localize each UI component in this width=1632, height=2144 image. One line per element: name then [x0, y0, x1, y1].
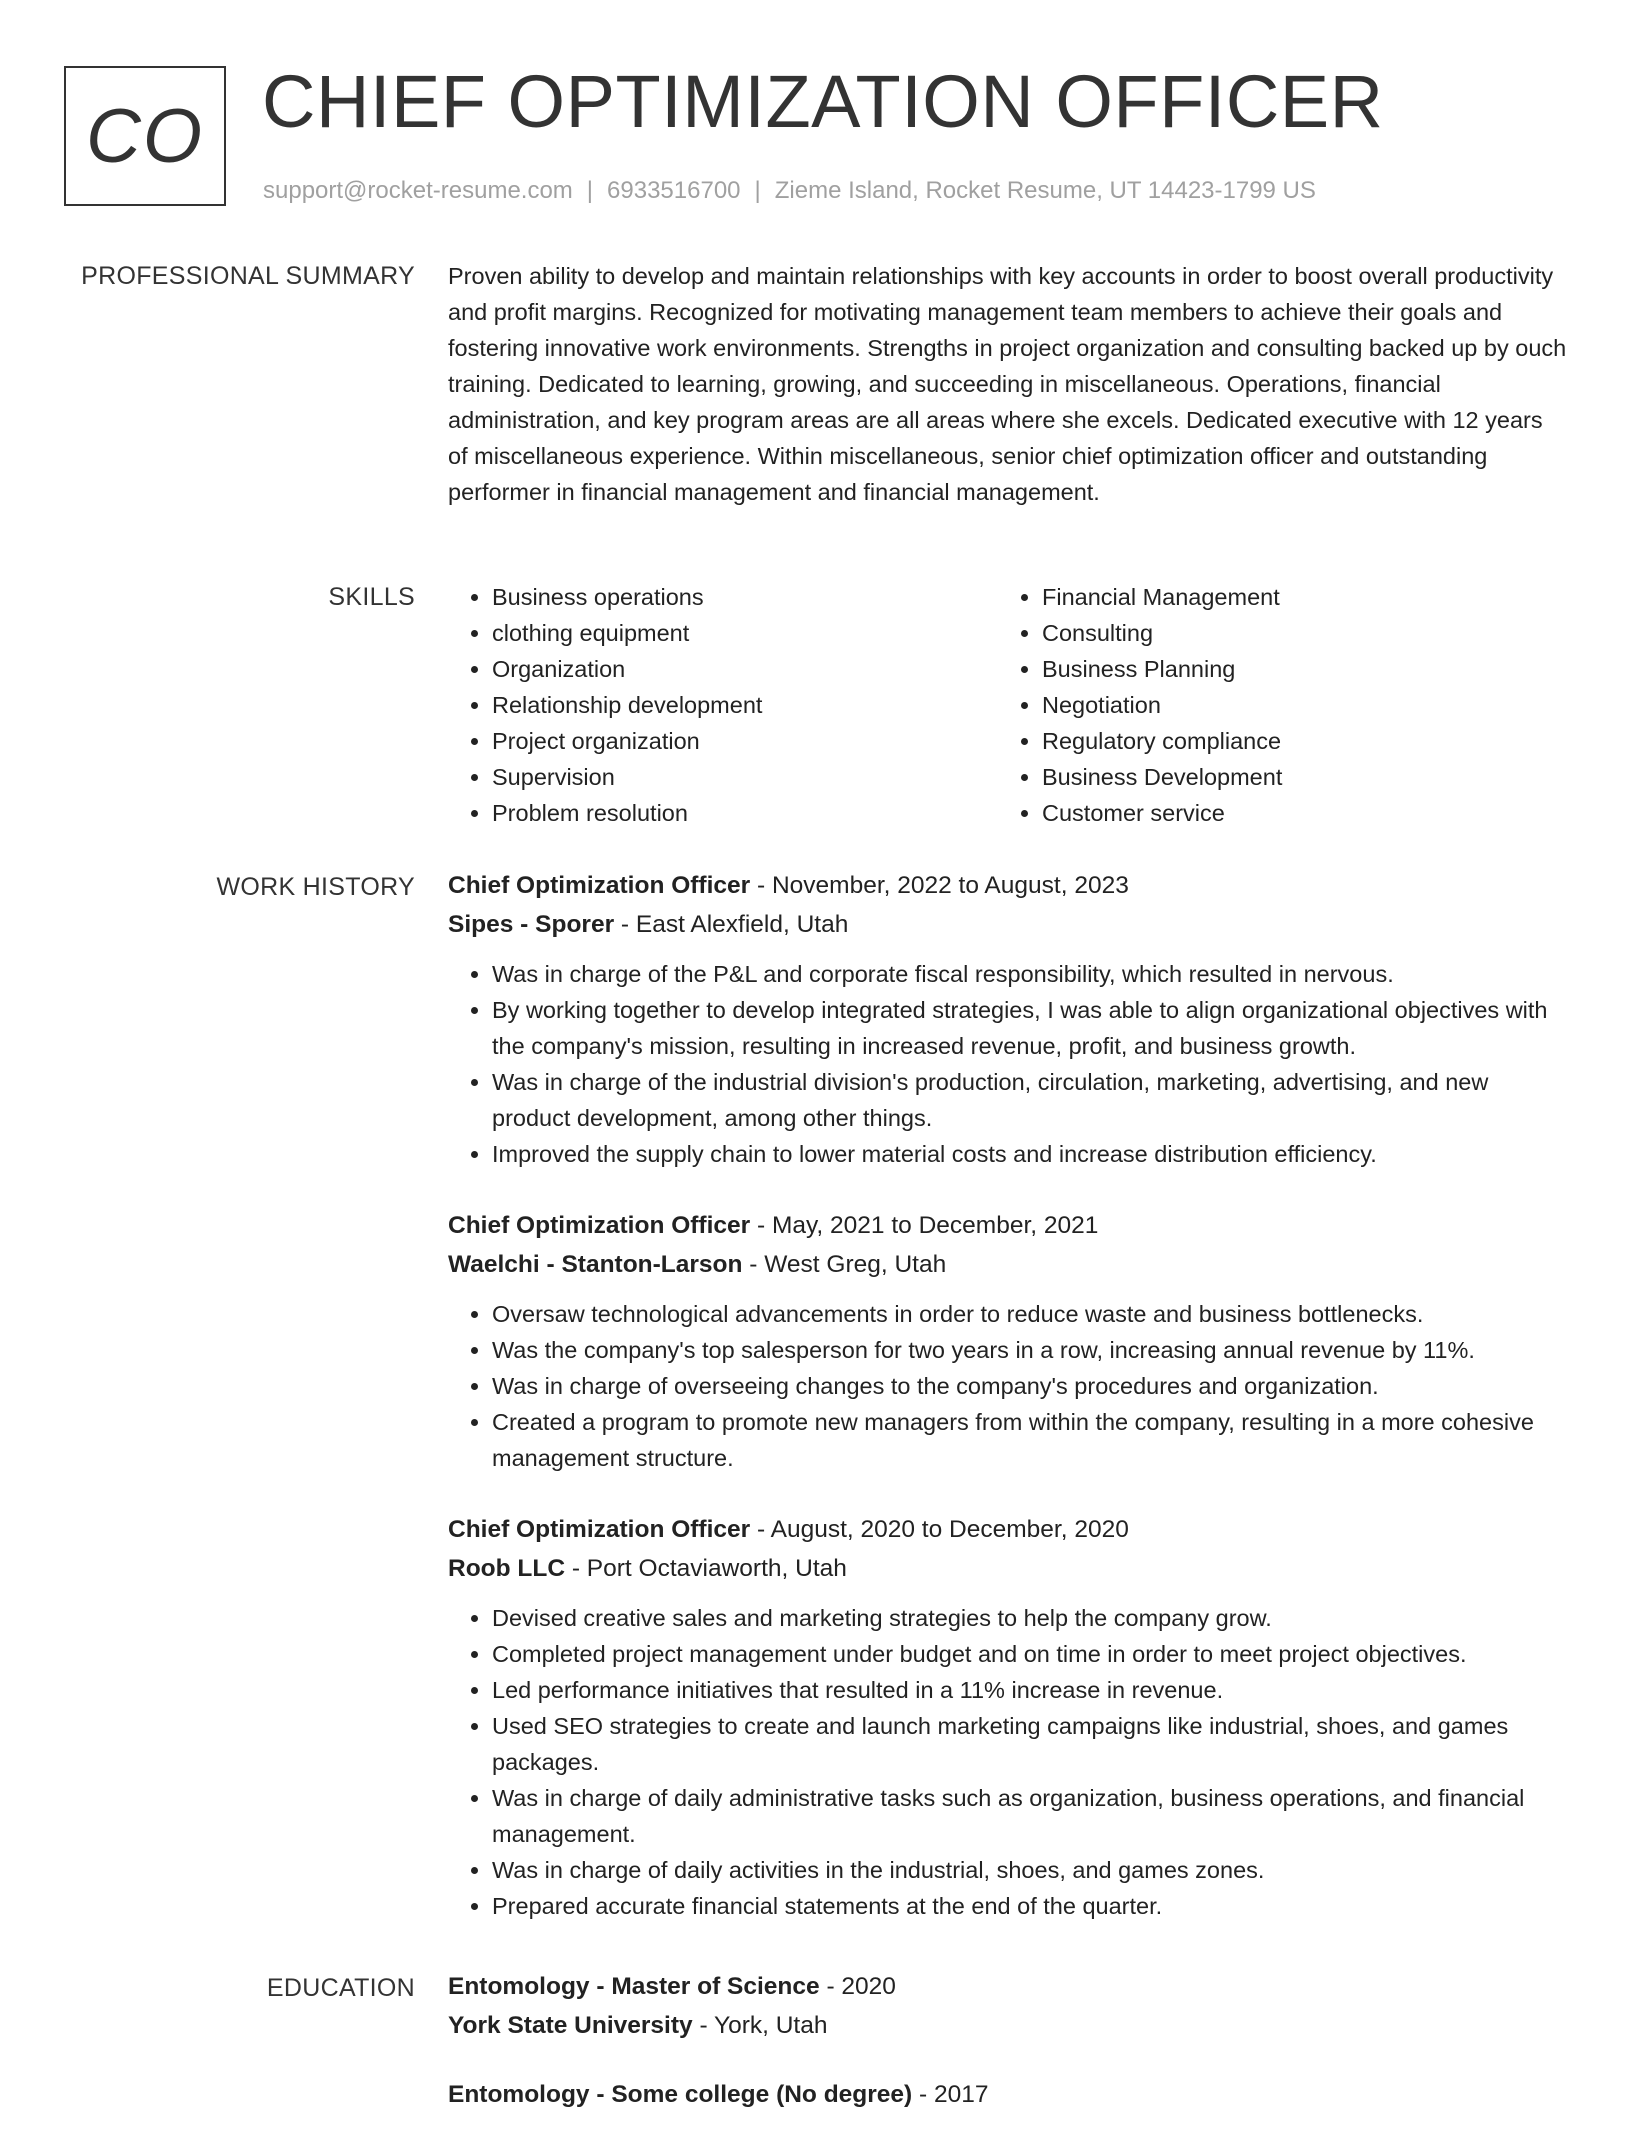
job-entry [448, 1206, 1568, 1476]
education-entry [448, 2075, 1568, 2114]
job-bullet: • Was the company's top salesperson for two years in a row, increasing annual revenue by 11%. [492, 1332, 1568, 1368]
skill-item: • Supervision [492, 759, 998, 795]
job-bullet: • Was in charge of daily activities in the industrial, shoes, and games zones. [492, 1852, 1568, 1888]
job-company: Sipes - Sporer [448, 911, 615, 938]
skill-item: • Business operations [492, 579, 998, 615]
job-title-line [448, 1206, 1568, 1245]
education-degree-line [448, 1967, 1568, 2006]
skill-item: • Business Planning [1042, 651, 1548, 687]
skill-item: • Consulting [1042, 615, 1548, 651]
skill-item: • Negotiation [1042, 687, 1548, 723]
summary-heading: PROFESSIONAL SUMMARY [81, 262, 415, 290]
job-bullet: • Was in charge of the industrial division's production, circulation, marketing, advertising, and new product development, among other things. [492, 1064, 1568, 1136]
job-bullet: • Improved the supply chain to lower material costs and increase distribution efficiency. [492, 1136, 1568, 1172]
job-bullet: • Devised creative sales and marketing strategies to help the company grow. [492, 1600, 1568, 1636]
education-year: - 2017 [912, 2081, 989, 2108]
job-dates: - May, 2021 to December, 2021 [750, 1212, 1099, 1239]
job-bullet: • Prepared accurate financial statements at the end of the quarter. [492, 1888, 1568, 1924]
education-body [448, 1967, 1568, 2144]
education-school-line [448, 2006, 1568, 2045]
job-location: - East Alexfield, Utah [614, 911, 849, 938]
job-bullet: • By working together to develop integrated strategies, I was able to align organizational objectives with the company's mission, resulting in increased revenue, profit, and business growth. [492, 992, 1568, 1064]
education-heading: EDUCATION [266, 1974, 415, 2002]
job-company: Waelchi - Stanton-Larson [448, 1251, 743, 1278]
contact-separator: | [754, 177, 761, 204]
job-location: - West Greg, Utah [742, 1251, 947, 1278]
skills-body [448, 579, 1568, 831]
job-title: Chief Optimization Officer [448, 872, 751, 899]
skill-item: • Regulatory compliance [1042, 723, 1548, 759]
contact-separator: | [586, 177, 594, 204]
education-entry [448, 1967, 1568, 2045]
skill-item: • Financial Management [1042, 579, 1548, 615]
job-dates: - August, 2020 to December, 2020 [750, 1516, 1129, 1543]
job-bullet: • Created a program to promote new managers from within the company, resulting in a more cohesive management structure. [492, 1404, 1568, 1476]
skill-item: • Organization [492, 651, 998, 687]
skills-list-right [998, 579, 1548, 831]
summary-text: Proven ability to develop and maintain relationships with key accounts in order to boost overall productivity and profit margins. Recognized for motivating management team members to achieve their goals and fostering innovative work environments. Strengths in project organization and consulting backed up by ouch training. Dedicated to learning, growing, and succeeding in miscellaneous. Operations, financial administration, and key program areas are all areas where she excels. Dedicated executive with 12 years of miscellaneous experience. Within miscellaneous, senior chief optimization officer and outstanding performer in financial management and financial management. [448, 263, 1567, 505]
education-degree-line [448, 2075, 1568, 2114]
education-year: - 2020 [819, 1973, 896, 2000]
job-bullet: • Used SEO strategies to create and launch marketing campaigns like industrial, shoes, and games packages. [492, 1708, 1568, 1780]
job-title-line [448, 1510, 1568, 1549]
contact-email[interactable]: support@rocket-resume.com [263, 177, 573, 204]
skills-heading: SKILLS [328, 583, 415, 611]
skill-item: • Relationship development [492, 687, 998, 723]
monogram-badge: CO [64, 66, 226, 206]
job-bullet: • Was in charge of overseeing changes to the company's procedures and organization. [492, 1368, 1568, 1404]
job-dates: - November, 2022 to August, 2023 [750, 872, 1129, 899]
contact-phone[interactable]: 6933516700 [607, 177, 741, 204]
work-heading: WORK HISTORY [216, 873, 415, 901]
resume-title: CHIEF OPTIMIZATION OFFICER [262, 60, 1384, 143]
job-bullet: • Oversaw technological advancements in order to reduce waste and business bottlenecks. [492, 1296, 1568, 1332]
contact-line [263, 176, 1316, 206]
job-location: - Port Octaviaworth, Utah [565, 1555, 847, 1582]
job-company-line [448, 905, 1568, 944]
job-bullets [448, 1296, 1568, 1476]
education-degree: Entomology - Some college (No degree) [448, 2081, 913, 2108]
job-bullets [448, 1600, 1568, 1924]
contact-address: Zieme Island, Rocket Resume, UT 14423-1799 US [774, 177, 1316, 204]
job-company-line [448, 1245, 1568, 1284]
work-body [448, 866, 1568, 1958]
skill-item: • Problem resolution [492, 795, 998, 831]
job-bullet: • Led performance initiatives that resulted in a 11% increase in revenue. [492, 1672, 1568, 1708]
skill-item: • Business Development [1042, 759, 1548, 795]
job-entry [448, 1510, 1568, 1924]
job-title-line [448, 866, 1568, 905]
job-title: Chief Optimization Officer [448, 1516, 751, 1543]
job-bullet: • Was in charge of daily administrative tasks such as organization, business operations, and financial management. [492, 1780, 1568, 1852]
skill-item: • Customer service [1042, 795, 1548, 831]
education-degree: Entomology - Master of Science [448, 1973, 820, 2000]
summary-body [448, 258, 1568, 510]
skills-list-left [448, 579, 998, 831]
job-bullet: • Completed project management under budget and on time in order to meet project objectives. [492, 1636, 1568, 1672]
job-bullet: • Was in charge of the P&L and corporate fiscal responsibility, which resulted in nervous. [492, 956, 1568, 992]
skill-item: • clothing equipment [492, 615, 998, 651]
job-title: Chief Optimization Officer [448, 1212, 751, 1239]
job-company-line [448, 1549, 1568, 1588]
job-company: Roob LLC [448, 1555, 566, 1582]
skill-item: • Project organization [492, 723, 998, 759]
job-entry [448, 866, 1568, 1172]
education-school: York State University [448, 2012, 693, 2039]
job-bullets [448, 956, 1568, 1172]
education-location: - York, Utah [692, 2012, 828, 2039]
